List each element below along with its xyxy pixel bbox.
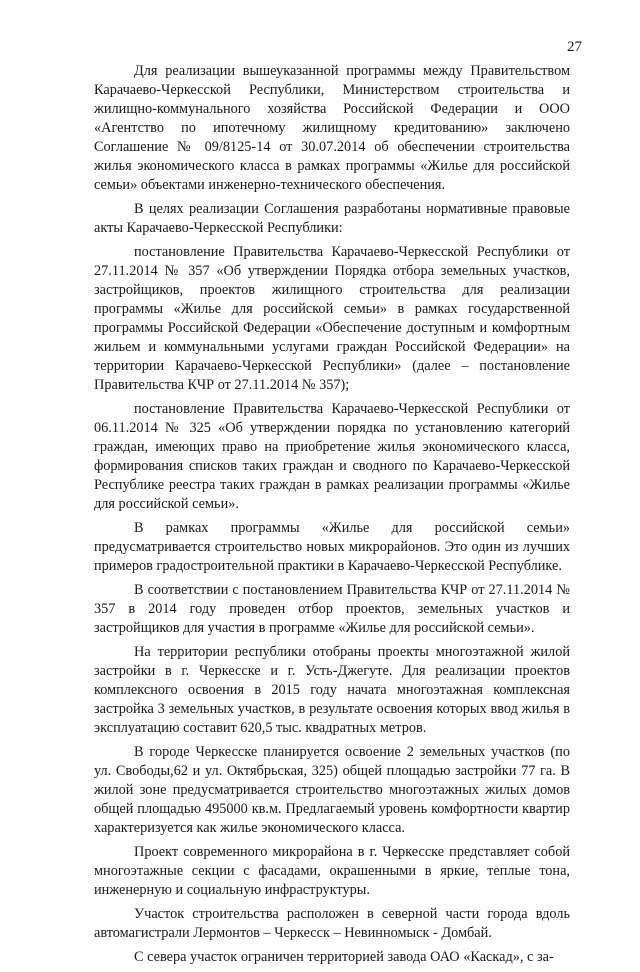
paragraph: В рамках программы «Жилье для российской семьи» предусматривается строительство новых микрорайонов. Это один из лучших примеров градостроительной практики в Карачаево-Черкесской Республике. xyxy=(94,520,570,574)
paragraph: Участок строительства расположен в северной части города вдоль автомагистрали Лермонтов – Черкесск – Невинномыск - Домбай. xyxy=(94,906,570,941)
page-number: 27 xyxy=(567,39,582,55)
paragraph: С севера участок ограничен территорией завода ОАО «Каскад», с за- xyxy=(134,949,554,965)
paragraph: Для реализации вышеуказанной программы между Правительством Карачаево-Черкесской Республики, Министерством строительства и жилищно-коммунального хозяйства Российской Федерации и ООО «Агентство по ипотечному жилищному кредитованию» заключено Соглашение № 09/8125-14 от 30.07.2014 об обеспечении строительства жилья экономического класса в рамках программы «Жилье для российской семьи» объектами инженерно-технического обеспечения. xyxy=(94,63,570,193)
paragraph: Проект современного микрорайона в г. Черкесске представляет собой многоэтажные секции с фасадами, окрашенными в яркие, теплые тона, инженерную и социальную инфраструктуры. xyxy=(94,844,570,898)
paragraph: постановление Правительства Карачаево-Черкесской Республики от 27.11.2014 № 357 «Об утверждении Порядка отбора земельных участков, застройщиков, проектов жилищного строительства для реализации программы «Жилье для российской семьи» в рамках государственной программы Российской Федерации «Обеспечение доступным и комфортным жильем и коммунальными услугами граждан Российской Федерации» на территории Карачаево-Черкесской Республики» (далее – постановление Правительства КЧР от 27.11.2014 № 357); xyxy=(94,244,570,393)
paragraph: В целях реализации Соглашения разработаны нормативные правовые акты Карачаево-Черкесской Республики: xyxy=(94,201,570,236)
document-body xyxy=(94,62,570,972)
paragraph: В соответствии с постановлением Правительства КЧР от 27.11.2014 № 357 в 2014 году проведен отбор проектов, земельных участков и застройщиков для участия в программе «Жилье для российской семьи». xyxy=(94,582,570,636)
paragraph: На территории республики отобраны проекты многоэтажной жилой застройки в г. Черкесске и г. Усть-Джегуте. Для реализации проектов комплексного освоения в 2015 году начата многоэтажная комплексная застройка 3 земельных участков, в результате освоения которых ввод жилья в эксплуатацию составит 620,5 тыс. квадратных метров. xyxy=(94,644,570,736)
paragraph: постановление Правительства Карачаево-Черкесской Республики от 06.11.2014 № 325 «Об утверждении порядка по установлению категорий граждан, имеющих право на приобретение жилья экономического класса, формирования списков таких граждан и сводного по Карачаево-Черкесской Республике реестра таких граждан в рамках реализации программы «Жилье для российской семьи». xyxy=(94,401,570,512)
paragraph: В городе Черкесске планируется освоение 2 земельных участков (по ул. Свободы,62 и ул. Октябрьская, 325) общей площадью застройки 77 га. В жилой зоне предусматривается строительство многоэтажных жилых домов общей площадью 495000 кв.м. Предлагаемый уровень комфортности квартир характеризуется как жилье экономического класса. xyxy=(94,744,570,836)
